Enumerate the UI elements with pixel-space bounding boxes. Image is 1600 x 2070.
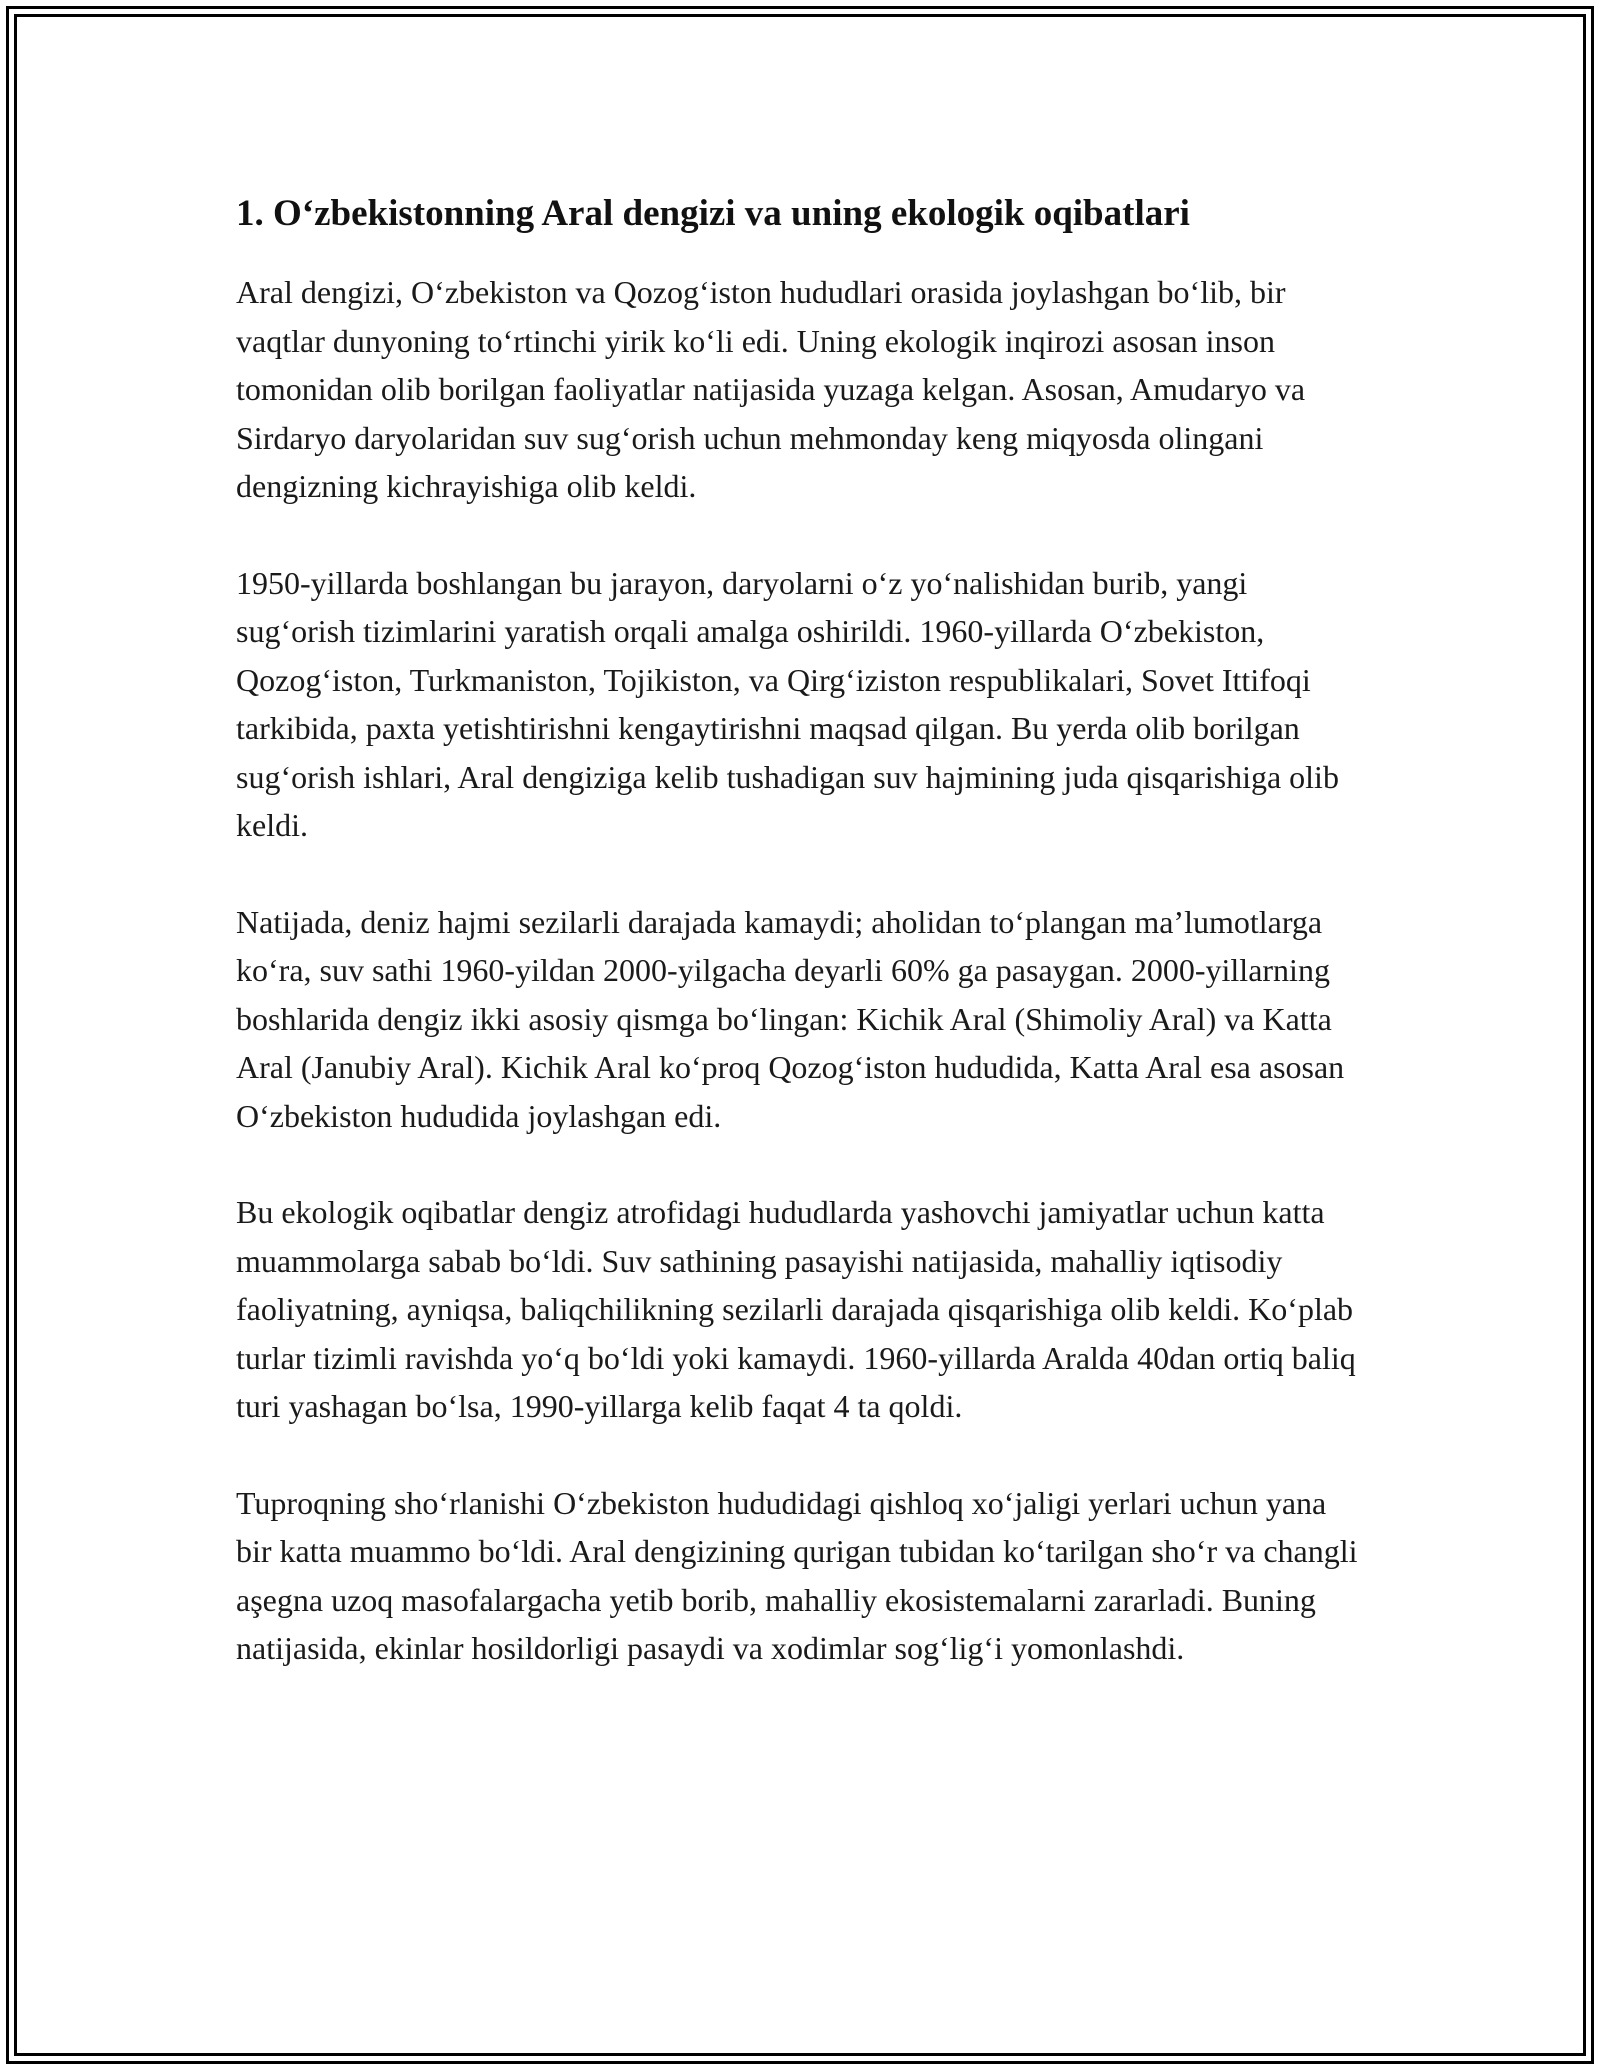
paragraph-3: Natijada, deniz hajmi sezilarli darajada kamaydi; aholidan to‘plangan ma’lumotlarga ko‘ra, suv sathi 1960-yildan 2000-yilgacha deyarli 60% ga pasaygan. 2000-yillarning boshlarida dengiz ikki asosiy qismga bo‘lingan: Kichik Aral (Shimoliy Aral) va Katta Aral (Janubiy Aral). Kichik Aral ko‘proq Qozog‘iston hududida, Katta Aral esa asosan O‘zbekiston hududida joylashgan edi. <box>236 903 1345 1134</box>
paragraph-2: 1950-yillarda boshlangan bu jarayon, daryolarni o‘z yo‘nalishidan burib, yangi sug‘orish tizimlarini yaratish orqali amalga oshirildi. 1960-yillarda O‘zbekiston, Qozog‘iston, Turkmaniston, Tojikiston, va Qirg‘iziston respublikalari, Sovet Ittifoqi tarkibida, paxta yetishtirishni kengaytirishni maqsad qilgan. Bu yerda olib borilgan sug‘orish ishlari, Aral dengiziga kelib tushadigan suv hajmining juda qisqarishiga olib keldi. <box>236 564 1339 843</box>
paragraph-1: Aral dengizi, O‘zbekiston va Qozog‘iston hududlari orasida joylashgan bo‘lib, bir vaqtlar dunyoning to‘rtinchi yirik ko‘li edi. Uning ekologik inqirozi asosan inson tomonidan olib borilgan faoliyatlar natijasida yuzaga kelgan. Asosan, Amudaryo va Sirdaryo daryolaridan suv sug‘orish uchun mehmonday keng miqyosda olingani dengizning kichrayishiga olib keldi. <box>236 274 1306 504</box>
paragraph-5: Tuproqning sho‘rlanishi O‘zbekiston hududidagi qishloq xo‘jaligi yerlari uchun yana bir katta muammo bo‘ldi. Aral dengizining qurigan tubidan ko‘tarilgan sho‘r va changli aşegna uzoq masofalargacha yetib borib, mahalliy ekosistemalarni zararladi. Buning natijasida, ekinlar hosildorligi pasaydi va xodimlar sog‘lig‘i yomonlashdi. <box>236 1484 1358 1666</box>
paragraph-4: Bu ekologik oqibatlar dengiz atrofidagi hududlarda yashovchi jamiyatlar uchun katta muammolarga sabab bo‘ldi. Suv sathining pasayishi natijasida, mahalliy iqtisodiy faoliyatning, ayniqsa, baliqchilikning sezilarli darajada qisqarishiga olib keldi. Ko‘plab turlar tizimli ravishda yo‘q bo‘ldi yoki kamaydi. 1960-yillarda Aralda 40dan ortiq baliq turi yashagan bo‘lsa, 1990-yillarga kelib faqat 4 ta qoldi. <box>236 1194 1356 1424</box>
document-body <box>236 186 1366 1673</box>
section-heading: 1. O‘zbekistonning Aral dengizi va uning ekologik oqibatlari <box>236 193 1190 234</box>
